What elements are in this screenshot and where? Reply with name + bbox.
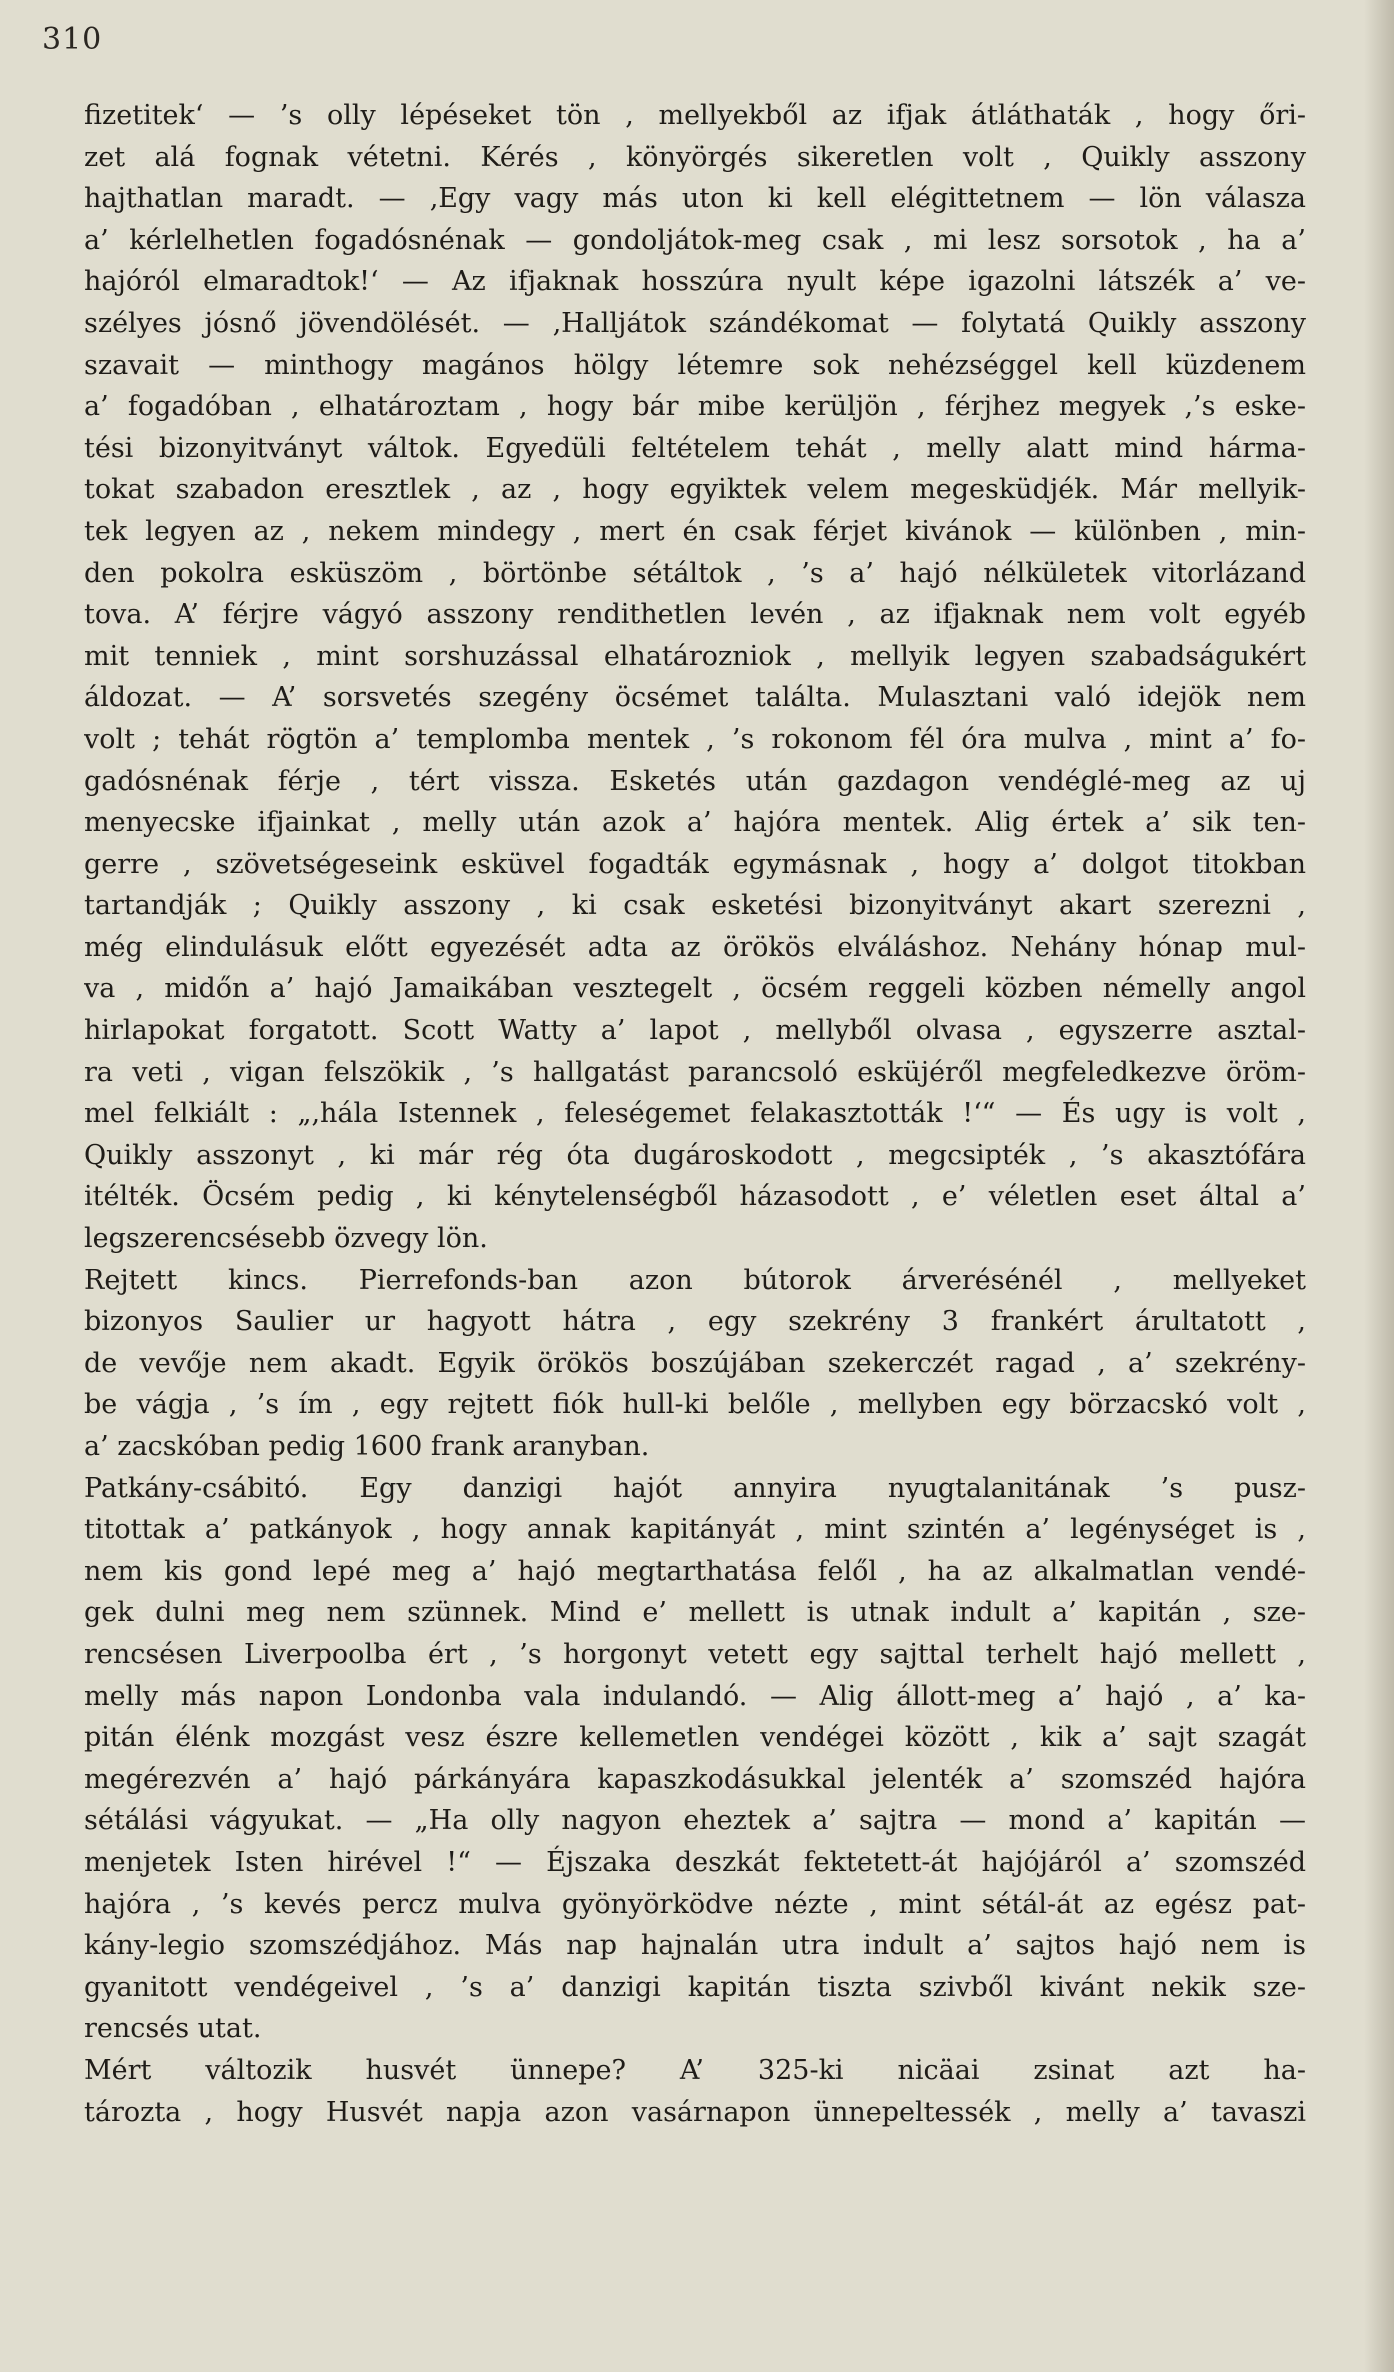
text-line: mit tenniek , mint sorshuzással elhatározniok , mellyik legyen szabadságukért <box>84 640 1306 672</box>
body-text <box>84 95 1306 2133</box>
text-line: tek legyen az , nekem mindegy , mert én csak férjet kivánok — különben , min- <box>84 515 1306 547</box>
text-line: hajóról elmaradtok!‘ — Az ifjaknak hosszúra nyult képe igazolni látszék a’ ve- <box>84 266 1306 298</box>
text-line: hirlapokat forgatott. Scott Watty a’ lapot , mellyből olvasa , egyszerre asztal- <box>84 1015 1306 1047</box>
text-line: itélték. Öcsém pedig , ki kénytelenségből házasodott , e’ véletlen eset által a’ <box>84 1181 1306 1213</box>
text-line: a’ fogadóban , elhatároztam , hogy bár mibe kerüljön , férjhez megyek ,’s eske- <box>84 391 1306 423</box>
text-line: melly más napon Londonba vala indulandó. — Alig állott-meg a’ hajó , a’ ka- <box>84 1680 1306 1712</box>
text-line: mel felkiált : „,hála Istennek , feleségemet felakasztották !‘“ — És ugy is volt , <box>84 1098 1306 1130</box>
text-line: legszerencsésebb özvegy lön. <box>84 1223 488 1255</box>
text-line: sétálási vágyukat. — „Ha olly nagyon eheztek a’ sajtra — mond a’ kapitán — <box>84 1805 1306 1837</box>
text-line: den pokolra esküszöm , börtönbe sétáltok , ’s a’ hajó nélkületek vitorlázand <box>84 557 1306 589</box>
text-line: tési bizonyitványt váltok. Egyedüli feltételem tehát , melly alatt mind hárma- <box>84 432 1306 464</box>
text-line: áldozat. — A’ sorsvetés szegény öcsémet találta. Mulasztani való idejök nem <box>84 682 1306 714</box>
text-line: tartandják ; Quikly asszony , ki csak esketési bizonyitványt akart szerezni , <box>84 890 1306 922</box>
text-line: va , midőn a’ hajó Jamaikában vesztegelt , öcsém reggeli közben némelly angol <box>84 973 1306 1005</box>
text-line: titottak a’ patkányok , hogy annak kapitányát , mint szintén a’ legénységet is , <box>84 1514 1306 1546</box>
text-line: de vevője nem akadt. Egyik örökös boszújában szekerczét ragad , a’ szekrény- <box>84 1347 1306 1379</box>
text-line: bizonyos Saulier ur hagyott hátra , egy szekrény 3 frankért árultatott , <box>84 1306 1306 1338</box>
section-heading-line: Rejtett kincs. Pierrefonds-ban azon bútorok árverésénél , mellyeket <box>84 1264 1306 1296</box>
text-line: kány-legio szomszédjához. Más nap hajnalán utra indult a’ sajtos hajó nem is <box>84 1930 1306 1962</box>
text-line: a’ zacskóban pedig 1600 frank aranyban. <box>84 1431 650 1462</box>
text-line: menyecske ifjainkat , melly után azok a’ hajóra mentek. Alig értek a’ sik ten- <box>84 807 1306 839</box>
text-line: tározta , hogy Husvét napja azon vasárnapon ünnepeltessék , melly a’ tavaszi <box>84 2096 1306 2128</box>
text-line: pitán élénk mozgást vesz észre kellemetlen vendégei között , kik a’ sajt szagát <box>84 1722 1306 1754</box>
page-edge-shadow <box>1364 0 1394 2372</box>
text-line: szavait — minthogy magános hölgy létemre sok nehézséggel kell küzdenem <box>84 349 1306 381</box>
text-line: fizetitek‘ — ’s olly lépéseket tön , mellyekből az ifjak átláthaták , hogy őri- <box>84 100 1306 131</box>
text-line: még elindulásuk előtt egyezését adta az örökös elváláshoz. Nehány hónap mul- <box>84 931 1306 963</box>
text-line: menjetek Isten hirével !“ — Éjszaka deszkát fektetett-át hajójáról a’ szomszéd <box>84 1846 1306 1878</box>
section-heading-line: Patkány-csábitó. Egy danzigi hajót annyira nyugtalanitának ’s pusz- <box>84 1472 1306 1504</box>
text-line: hajthatlan maradt. — ‚Egy vagy más uton ki kell elégittetnem — lön válasza <box>84 183 1306 215</box>
text-line: gek dulni meg nem szünnek. Mind e’ mellett is utnak indult a’ kapitán , sze- <box>84 1597 1306 1629</box>
text-line: a’ kérlelhetlen fogadósnénak — gondoljátok-meg csak , mi lesz sorsotok , ha a’ <box>84 224 1306 256</box>
section-heading-line: Mért változik husvét ünnepe? A’ 325-ki nicäai zsinat azt ha- <box>84 2054 1306 2086</box>
text-line: nem kis gond lepé meg a’ hajó megtarthatása felől , ha az alkalmatlan vendé- <box>84 1555 1306 1587</box>
text-line: be vágja , ’s ím , egy rejtett fiók hull-ki belőle , mellyben egy börzacskó volt , <box>84 1389 1306 1421</box>
text-line: volt ; tehát rögtön a’ templomba mentek , ’s rokonom fél óra mulva , mint a’ fo- <box>84 723 1306 755</box>
page-number: 310 <box>42 22 103 57</box>
text-line: gerre , szövetségeseink esküvel fogadták egymásnak , hogy a’ dolgot titokban <box>84 848 1306 880</box>
text-line: rencsés utat. <box>84 2013 262 2045</box>
text-line: rencsésen Liverpoolba ért , ’s horgonyt vetett egy sajttal terhelt hajó mellett , <box>84 1638 1306 1670</box>
text-line: gyanitott vendégeivel , ’s a’ danzigi kapitán tiszta szivből kivánt nekik sze- <box>84 1971 1306 2003</box>
text-line: hajóra , ’s kevés percz mulva gyönyörködve nézte , mint sétál-át az egész pat- <box>84 1888 1306 1920</box>
text-line: tokat szabadon eresztlek , az , hogy egyiktek velem megesküdjék. Már mellyik- <box>84 474 1306 506</box>
text-line: zet alá fognak vétetni. Kérés , könyörgés sikeretlen volt , Quikly asszony <box>84 141 1306 173</box>
text-line: megérezvén a’ hajó párkányára kapaszkodásukkal jelenték a’ szomszéd hajóra <box>84 1763 1306 1795</box>
text-line: tova. A’ férjre vágyó asszony rendithetlen levén , az ifjaknak nem volt egyéb <box>84 599 1306 631</box>
text-line: gadósnénak férje , tért vissza. Esketés után gazdagon vendéglé-meg az uj <box>84 765 1306 797</box>
text-line: ra veti , vigan felszökik , ’s hallgatást parancsoló esküjéről megfeledkezve öröm- <box>84 1056 1306 1088</box>
text-line: szélyes jósnő jövendölését. — ‚Halljátok szándékomat — folytatá Quikly asszony <box>84 307 1306 339</box>
text-line: Quikly asszonyt , ki már rég óta dugároskodott , megcsipték , ’s akasztófára <box>84 1139 1306 1171</box>
